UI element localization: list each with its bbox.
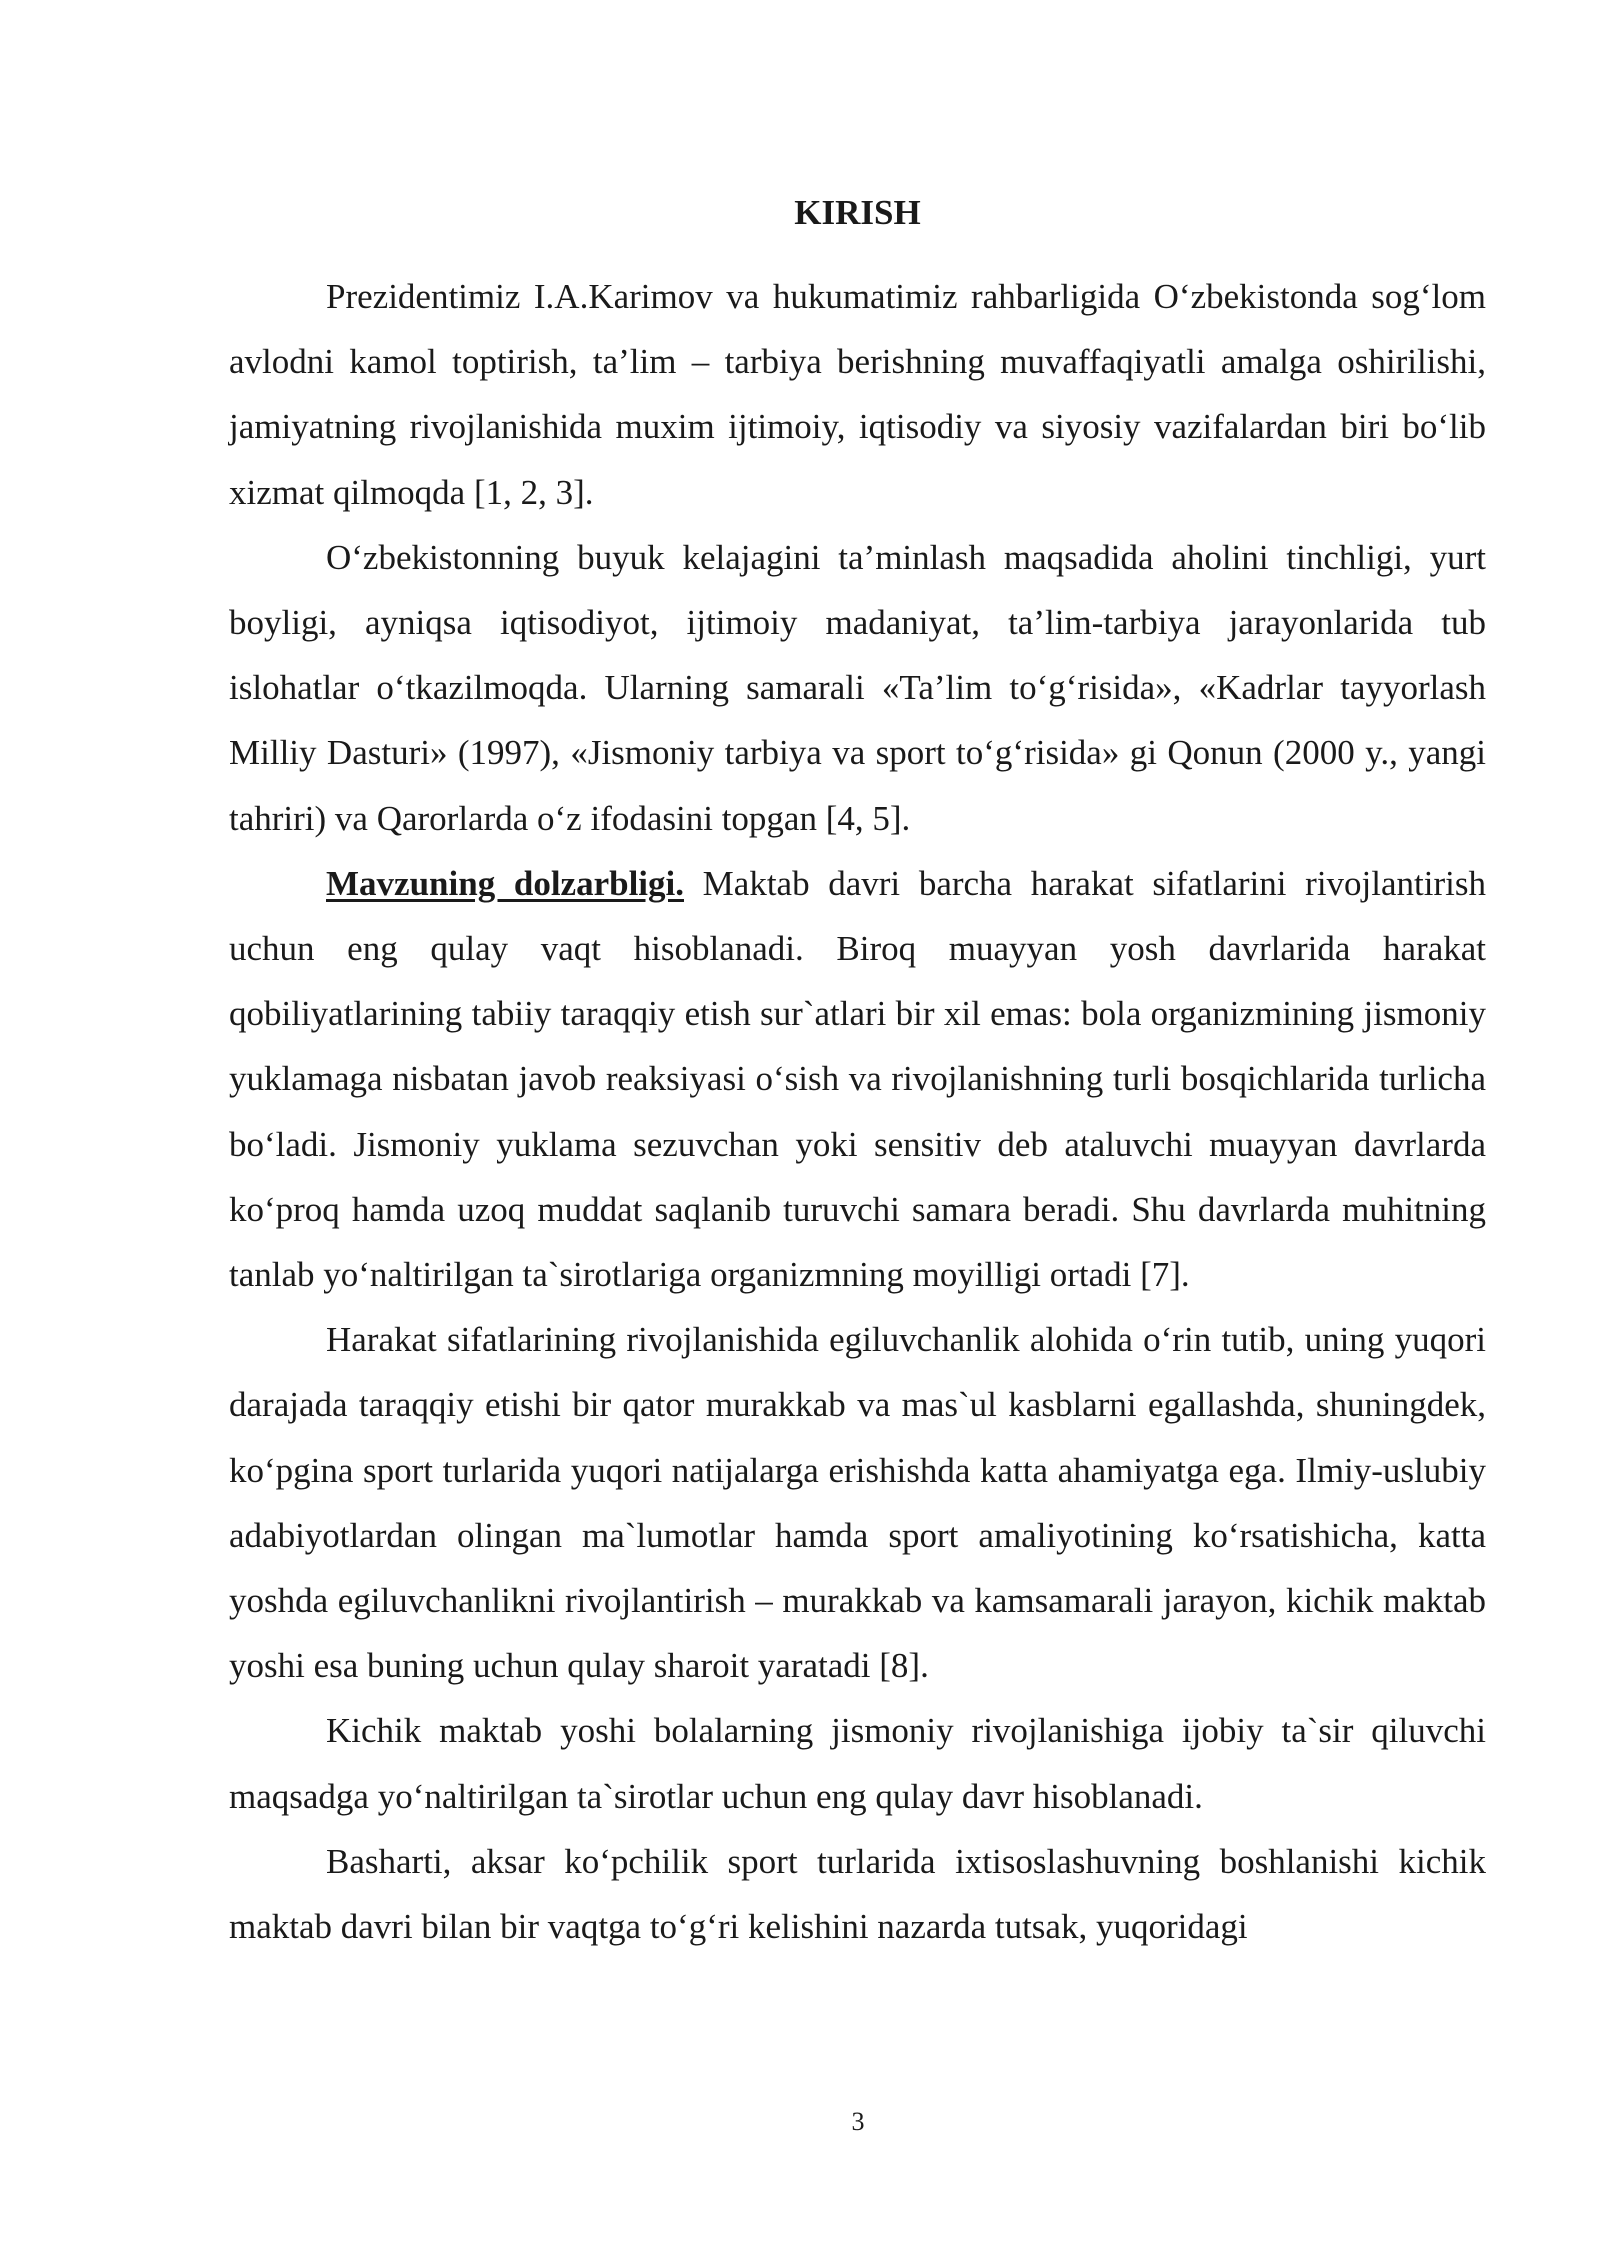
paragraph-school-age: Kichik maktab yoshi bolalarning jismoniy rivojlanishiga ijobiy ta`sir qiluvchi maqsadga yo‘naltirilgan ta`sirotlar uchun eng qulay davr hisoblanadi.	[229, 1711, 1486, 1816]
paragraph-topic-relevance	[229, 851, 1486, 1307]
topic-relevance-label: Mavzuning dolzarbligi.	[326, 863, 684, 903]
section-heading: KIRISH	[794, 193, 921, 232]
document-body	[229, 264, 1486, 1959]
paragraph-flexibility: Harakat sifatlarining rivojlanishida egiluvchanlik alohida o‘rin tutib, uning yuqori darajada taraqqiy etishi bir qator murakkab va mas`ul kasblarni egallashda, shuningdek, ko‘pgina sport turlarida yuqori natijalarga erishishda katta ahamiyatga ega. Ilmiy-uslubiy adabiyotlardan olingan ma`lumotlar hamda sport amaliyotining ko‘rsatishicha, katta yoshda egiluvchanlikni rivojlantirish – murakkab va kamsamarali jarayon, kichik maktab yoshi esa buning uchun qulay sharoit yaratadi [8].	[229, 1320, 1486, 1686]
paragraph-reforms: O‘zbekistonning buyuk kelajagini ta’minlash maqsadida aholini tinchligi, yurt boyligi, ayniqsa iqtisodiyot, ijtimoiy madaniyat, ta’lim-tarbiya jarayonlarida tub islohatlar o‘tkazilmoqda. Ularning samarali «Ta’lim to‘g‘risida», «Kadrlar tayyorlash Milliy Dasturi» (1997), «Jismoniy tarbiya va sport to‘g‘risida» gi Qonun (2000 y., yangi tahriri) va Qarorlarda o‘z ifodasini topgan [4, 5].	[229, 537, 1486, 838]
topic-relevance-text: Maktab davri barcha harakat sifatlarini rivojlantirish uchun eng qulay vaqt hisoblanadi. Biroq muayyan yosh davrlarida harakat qobiliyatlarining tabiiy taraqqiy etish sur`atlari bir xil emas: bola organizmining jismoniy yuklamaga nisbatan javob reaksiyasi o‘sish va rivojlanishning turli bosqichlarida turlicha bo‘ladi. Jismoniy yuklama sezuvchan yoki sensitiv deb ataluvchi muayyan davrlarda ko‘proq hamda uzoq muddat saqlanib turuvchi samara beradi. Shu davrlarda muhitning tanlab yo‘naltirilgan ta`sirotlariga organizmning moyilligi ortadi [7].	[229, 863, 1486, 1295]
page-number: 3	[851, 2107, 865, 2136]
paragraph-specialization: Basharti, aksar ko‘pchilik sport turlarida ixtisoslashuvning boshlanishi kichik maktab davri bilan bir vaqtga to‘g‘ri kelishini nazarda tutsak, yuqoridagi	[229, 1841, 1486, 1947]
paragraph-intro: Prezidentimiz I.A.Karimov va hukumatimiz rahbarligida O‘zbekistonda sog‘lom avlodni kamol toptirish, ta’lim – tarbiya berishning muvaffaqiyatli amalga oshirilishi, jamiyatning rivojlanishida muxim ijtimoiy, iqtisodiy va siyosiy vazifalardan biri bo‘lib xizmat qilmoqda [1, 2, 3].	[229, 277, 1486, 512]
